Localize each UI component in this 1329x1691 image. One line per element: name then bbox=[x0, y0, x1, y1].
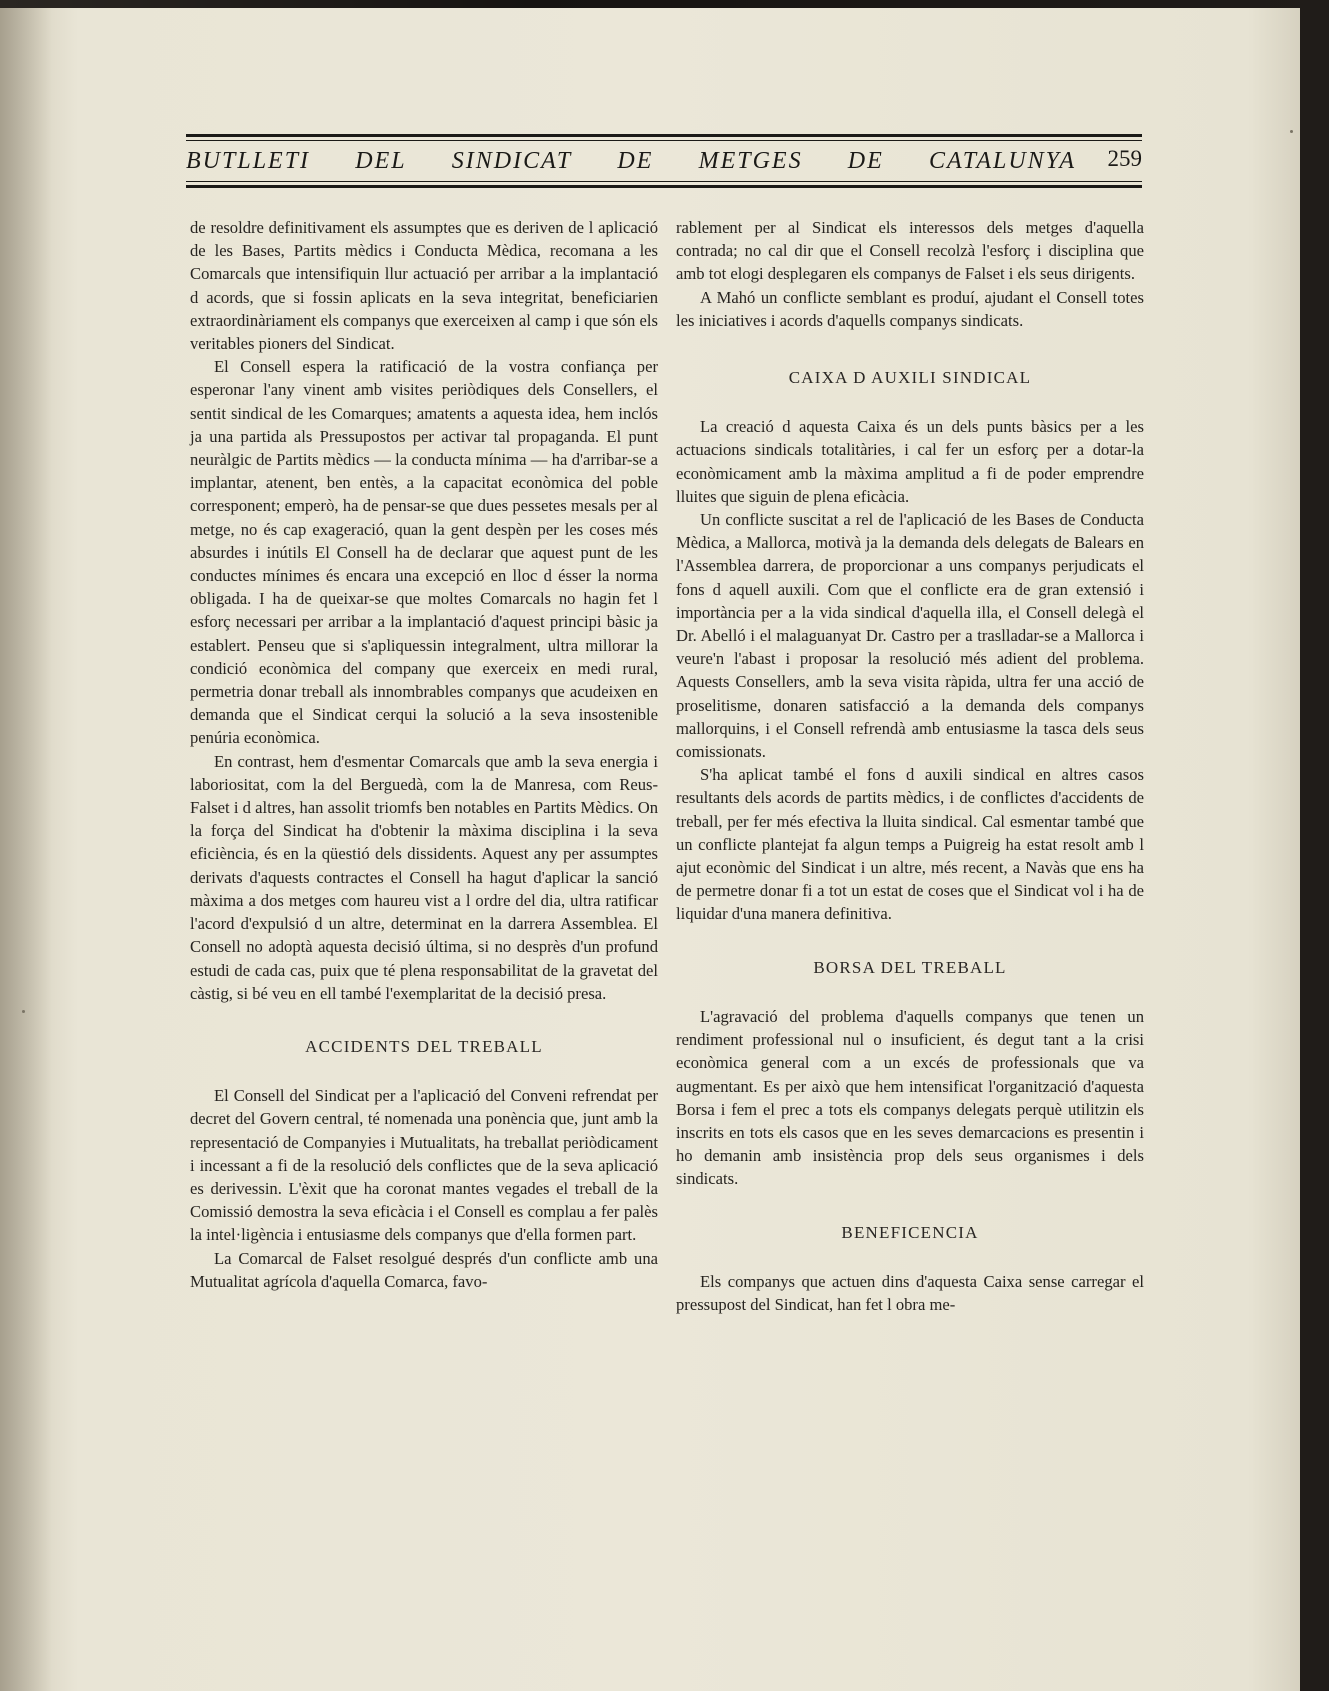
body-paragraph: rablement per al Sindicat els interessos dels metges d'aquella contrada; no cal dir que el Consell recolzà l'esforç i disciplina que amb tot elogi desplegaren els companys de Falset i els seus dirigents. bbox=[676, 218, 1144, 284]
title-word: METGES bbox=[698, 147, 803, 174]
header-rule-bottom bbox=[186, 185, 1142, 188]
header-rule-bottom-thin bbox=[186, 181, 1142, 182]
page-number: 259 bbox=[1107, 146, 1142, 171]
body-paragraph: Els companys que actuen dins d'aquesta Caixa sense carregar el pressupost del Sindicat, han fet l obra me- bbox=[676, 1271, 1144, 1314]
body-paragraph: La creació d aquesta Caixa és un dels punts bàsics per a les actuacions sindicals totalitàries, i cal fer un esforç per a dotar-la econòmicament amb la màxima amplitud a fi de poder emprendre lluites que siguin de plena eficàcia. bbox=[676, 417, 1144, 506]
title-word: DE bbox=[847, 147, 884, 174]
scan-speck bbox=[1290, 130, 1293, 133]
header-rule-top-thin bbox=[186, 140, 1142, 141]
body-paragraph: El Consell del Sindicat per a l'aplicació del Conveni refrendat per decret del Govern central, té nomenada una ponència que, junt amb la representació de Companyies i Mutualitats, ha treballat periòdicament i incessant a fi de la resolució dels conflictes que de la seva aplicació es derivessin. L'èxit que ha coronat mantes vegades el treball de la Comissió demostra la seva eficàcia i el Consell es complau a fer palès la intel·ligència i entusiasme dels companys que d'ella formen part. bbox=[190, 1086, 658, 1245]
title-word: CATALUNYA bbox=[928, 147, 1076, 174]
section-heading: CAIXA D AUXILI SINDICAL bbox=[788, 368, 1032, 388]
body-paragraph: En contrast, hem d'esmentar Comarcals que amb la seva energia i laboriositat, com la del Berguedà, com la de Manresa, com Reus-Falset i d altres, han assolit triomfs ben notables en Partits Mèdics. On la força del Sindicat ha d'obtenir la màxima disciplina i la seva eficiència, és en la qüestió dels dissidents. Aquest any per assumptes derivats d'aquests contractes el Consell ha hagut d'aplicar la sanció màxima a dos metges com haureu vist a l ordre del dia, ultra ratificar l'acord d'expulsió d un altre, determinat en la darrera Assemblea. El Consell no adoptà aquesta decisió última, si no desprès d'un profund estudi de cada cas, puix que té plena responsabilitat de la gravetat del càstig, si bé veu en ell també l'exemplaritat de la decisió presa. bbox=[190, 751, 658, 1003]
body-paragraph: A Mahó un conflicte semblant es produí, ajudant el Consell totes les iniciatives i acords d'aquells companys sindicats. bbox=[676, 287, 1144, 330]
left-column bbox=[190, 216, 658, 1293]
section-heading: BENEFICENCIA bbox=[841, 1222, 979, 1242]
scan-speck bbox=[22, 1010, 25, 1013]
title-word: SINDICAT bbox=[451, 147, 573, 174]
body-paragraph: de resoldre definitivament els assumptes que es deriven de l aplicació de les Bases, Partits mèdics i Conducta Mèdica, recomana a les Comarcals que intensifiquin llur actuació per arribar a la implantació d acords, que si fossin aplicats en la seva integritat, beneficiarien extraordinàriament els companys que exerceixen al camp i que són els veritables pioners del Sindicat. bbox=[190, 218, 658, 354]
section-heading: BORSA DEL TREBALL bbox=[813, 957, 1007, 977]
title-word: BUTLLETI bbox=[186, 147, 311, 174]
running-header bbox=[186, 134, 1142, 194]
body-paragraph: Un conflicte suscitat a rel de l'aplicació de les Bases de Conducta Mèdica, a Mallorca, motivà ja la demanda dels delegats de Balears en l'Assemblea darrera, de proporcionar a uns companys perjudicats el fons d aquell auxili. Com que el conflicte era de gran extensió i importància per a la vida sindical d'aquella illa, el Consell delegà el Dr. Abelló i el malaguanyat Dr. Castro per a traslladar-se a Mallorca i veure'n l'abast i proposar la resolució més adient del problema. Aquests Consellers, amb la seva visita ràpida, ultra fer una acció de proselitisme, donaren satisfacció a la demanda dels companys mallorquins, i el Consell refrendà amb entusiasme la tasca dels seus comissionats. bbox=[676, 510, 1144, 762]
body-paragraph: El Consell espera la ratificació de la vostra confiança per esperonar l'any vinent amb visites periòdiques dels Consellers, el sentit sindical de les Comarques; amatents a aquesta idea, hem inclós ja una partida als Pressupostos per activar tal propaganda. El punt neuràlgic de Partits mèdics — la conducta mínima — ha d'arribar-se a implantar, atenent, ben entès, a la capacitat econòmica del poble corresponent; emperò, ha de pensar-se que dues pessetes mesals per al metge, no és cap exageració, quan la gent despèn per les coses més absurdes i inútils El Consell ha de declarar que aquest punt de les conductes mínimes és encara una excepció en lloc d ésser la norma obligada. I ha de queixar-se que moltes Comarcals no hagin fet l esforç necessari per arribar a la implantació d'aquest principi bàsic ja establert. Penseu que si s'apliquessin integralment, ultra millorar la condició econòmica del company que exerceix en medi rural, permetria donar treball als innombrables companys que acudeixen en demanda que el Sindicat cerqui la solució a la seva insostenible penúria econòmica. bbox=[190, 357, 658, 748]
right-column bbox=[676, 216, 1144, 1316]
body-paragraph: L'agravació del problema d'aquells companys que tenen un rendiment professional nul o insuficient, és degut tant a la crisi econòmica general com a un excés de professionals que va augmentant. Es per això que hem intensificat l'organització d'aquesta Borsa i fem el prec a tots els companys delegats perquè utilitzin els inscrits en tots els casos que en les seves demarcacions es presentin i ho demanin amb insistència prop dels seus organismes i dels sindicats. bbox=[676, 1006, 1144, 1189]
section-heading: ACCIDENTS DEL TREBALL bbox=[305, 1036, 543, 1056]
title-word: DEL bbox=[355, 147, 407, 174]
body-paragraph: La Comarcal de Falset resolgué després d'un conflicte amb una Mutualitat agrícola d'aquella Comarca, favo- bbox=[190, 1248, 658, 1291]
header-rule-top bbox=[186, 134, 1142, 137]
title-word: DE bbox=[617, 147, 654, 174]
body-paragraph: S'ha aplicat també el fons d auxili sindical en altres casos resultants dels acords de partits mèdics, i de conflictes d'accidents de treball, per fer més efectiva la lluita sindical. Cal esmentar també que un conflicte plantejat fa algun temps a Puigreig ha estat resolt amb l ajut econòmic del Sindicat i un altre, més recent, a Navàs que ens ha de permetre donar fi a tot un estat de coses que el Sindicat vol i ha de liquidar d'una manera definitiva. bbox=[676, 765, 1144, 924]
page-gutter-shadow bbox=[0, 8, 52, 1691]
journal-title bbox=[186, 144, 1076, 178]
